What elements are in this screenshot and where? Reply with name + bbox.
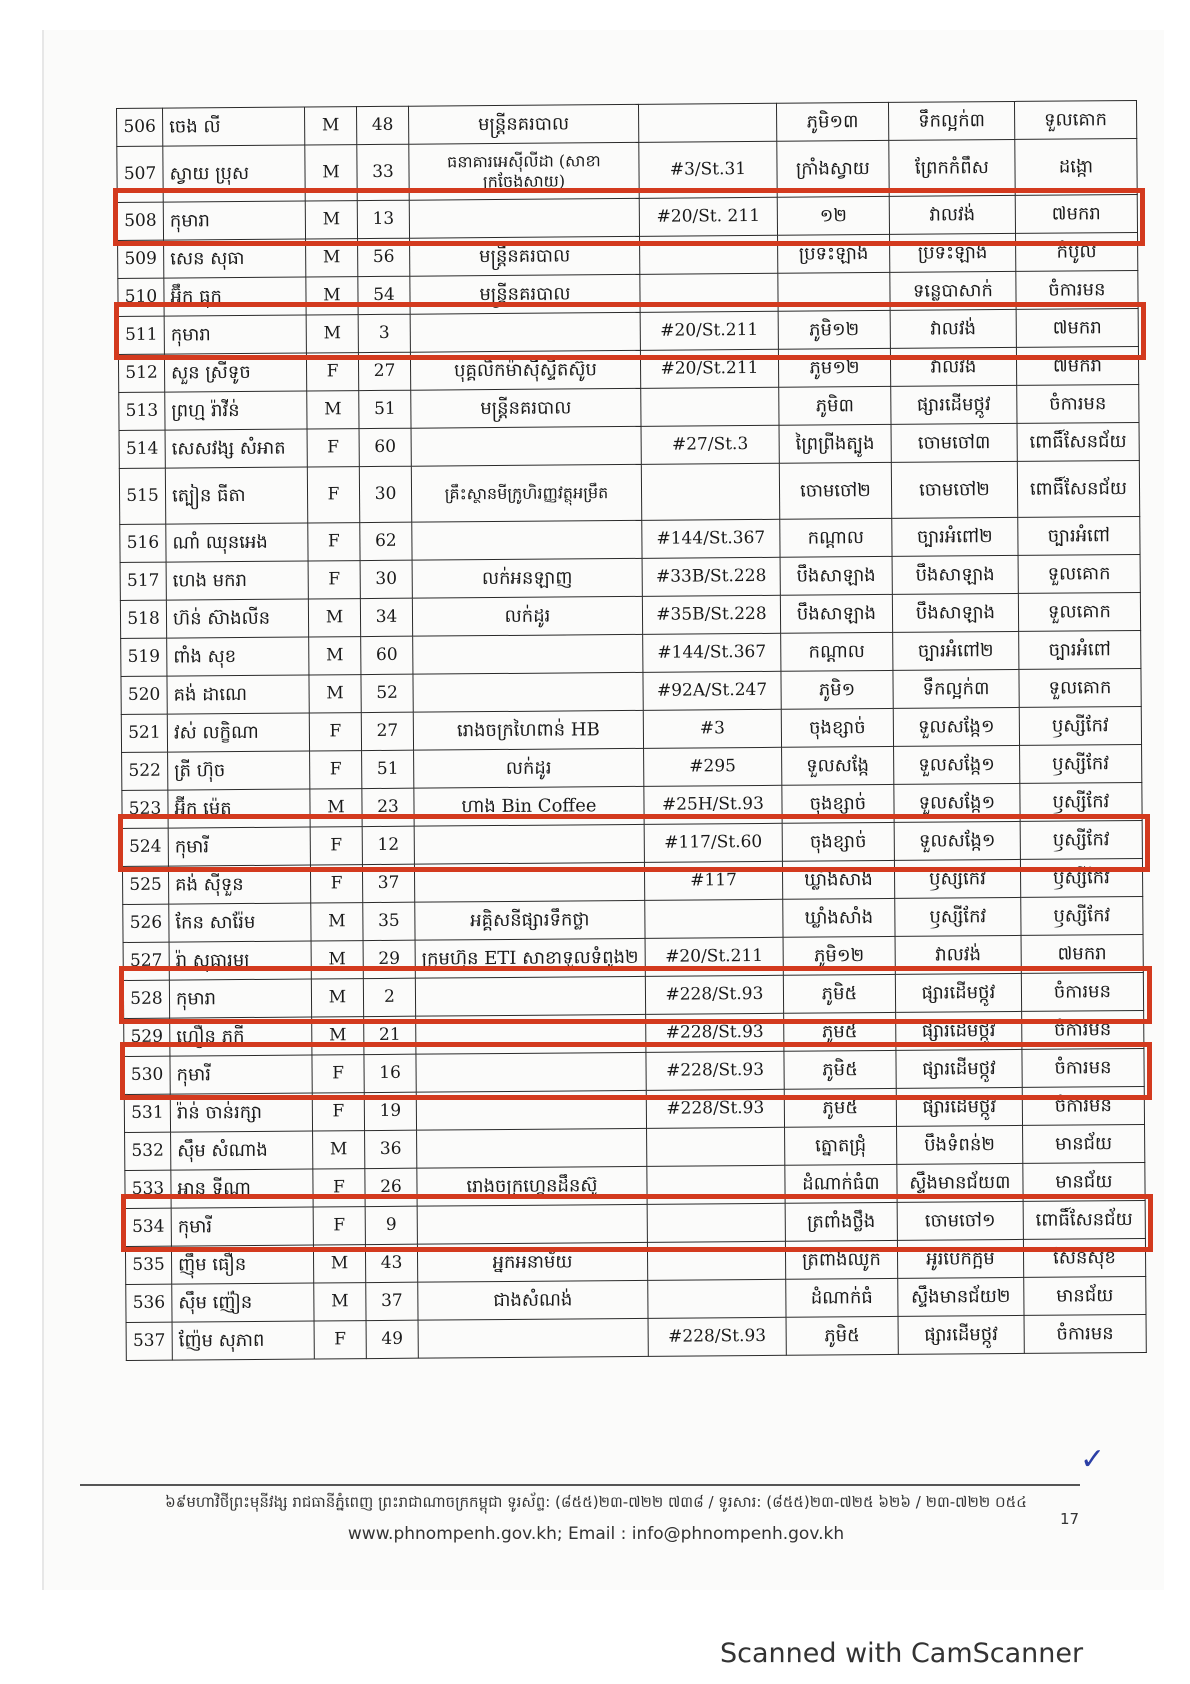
commune-cell: ទួលសង្កែ១	[893, 745, 1019, 784]
occupation-cell: ក្រុមហ៊ុន ETI សាខាទួលទំពូង២	[415, 938, 645, 978]
person-name-cell: គង់ ដាណេ	[167, 675, 309, 714]
row-number-cell: 511	[118, 316, 164, 354]
person-name-cell: ស៊ឹម សំណាង	[171, 1131, 313, 1170]
occupation-cell: លក់ដូរ	[412, 596, 642, 636]
occupation-cell	[418, 1318, 648, 1358]
row-number-cell: 529	[124, 1018, 170, 1056]
age-cell: 48	[356, 106, 408, 144]
row-number-cell: 522	[122, 752, 168, 790]
commune-cell: ចោមចៅ២	[891, 461, 1017, 518]
house-address-cell: #117/St.60	[644, 823, 782, 862]
village-cell: ភូមិ៥	[784, 1088, 896, 1127]
person-name-cell: ពាំង សុខ	[167, 637, 309, 676]
commune-cell: ស្ទឹងមានជ័យ៣	[897, 1163, 1023, 1202]
row-number-cell: 533	[125, 1170, 171, 1208]
village-cell: ត្នោតជ្រុំ	[784, 1126, 896, 1165]
district-cell: ឫស្សីកែវ	[1020, 858, 1142, 897]
village-cell: ភូមិ៥	[784, 1012, 896, 1051]
sex-cell: F	[307, 467, 359, 523]
village-cell: កណ្តាល	[781, 632, 893, 671]
occupation-cell: រោងចក្រហ្គេនដឹនស៊ូ	[417, 1166, 647, 1206]
village-cell: ភូមិ៥	[783, 974, 895, 1013]
district-cell: ៧មករា	[1015, 194, 1137, 233]
occupation-cell: គ្រឹះស្ថានមីក្រូហិរញ្ញវត្ថុអម្រឹត	[411, 464, 641, 522]
checkmark-icon: ✓	[1080, 1442, 1106, 1477]
person-name-cell: ត្បៀន ធីតា	[165, 467, 307, 524]
sex-cell: F	[308, 523, 360, 561]
person-name-cell: គង់ ស៊ីទួន	[168, 865, 310, 904]
age-cell: 21	[364, 1016, 416, 1054]
district-cell: ឫស្សីកែវ	[1020, 782, 1142, 821]
sex-cell: M	[310, 789, 362, 827]
person-name-cell: កុមារា	[163, 201, 305, 240]
commune-cell: ផ្សារដើមថ្កូវ	[898, 1315, 1024, 1354]
sex-cell: F	[314, 1321, 366, 1359]
sex-cell: M	[311, 979, 363, 1017]
age-cell: 35	[363, 902, 415, 940]
row-number-cell: 527	[123, 942, 169, 980]
house-address-cell: #144/St.367	[643, 633, 781, 672]
person-name-cell: អ៊ឹក ធុក	[164, 277, 306, 316]
district-cell: ពោធិ៍សែនជ័យ	[1023, 1200, 1145, 1239]
commune-cell: ទួលសង្កែ១	[894, 821, 1020, 860]
person-name-cell: សេសវង្ស សំអាត	[165, 429, 307, 468]
page-number: 17	[1060, 1510, 1080, 1528]
village-cell: ភូមិ៥	[786, 1316, 898, 1355]
commune-cell: អូរបែកក្អម	[897, 1239, 1023, 1278]
village-cell: ក្រាំងស្វាយ	[777, 140, 889, 197]
occupation-cell: ធនាគារអេស៊ីលីដា (សាខាក្រចែងសាយ)	[409, 142, 639, 200]
district-cell: ទួលគោក	[1014, 100, 1136, 139]
village-cell: ភូមិ១	[781, 670, 893, 709]
commune-cell: ផ្សារដើមថ្កូវ	[895, 973, 1021, 1012]
sex-cell: M	[309, 675, 361, 713]
district-cell: សែនសុខ	[1023, 1238, 1145, 1277]
house-address-cell	[638, 103, 776, 142]
row-number-cell: 535	[125, 1246, 171, 1284]
village-cell: ភូមិ១២	[783, 936, 895, 975]
district-cell: ៧មករា	[1016, 308, 1138, 347]
row-number-cell: 519	[121, 638, 167, 676]
commune-cell: វាលវង់	[890, 347, 1016, 386]
person-name-cell: កុមារី	[168, 827, 310, 866]
age-cell: 27	[361, 712, 413, 750]
age-cell: 30	[360, 560, 412, 598]
row-number-cell: 528	[123, 980, 169, 1018]
sex-cell: M	[305, 201, 357, 239]
district-cell: ចំការមន	[1022, 1048, 1144, 1087]
commune-cell: ស្ទឹងមានជ័យ២	[898, 1277, 1024, 1316]
age-cell: 37	[362, 864, 414, 902]
commune-cell: ទន្លេបាសាក់	[890, 271, 1016, 310]
age-cell: 9	[365, 1206, 417, 1244]
commune-cell: ច្បារអំពៅ២	[893, 631, 1019, 670]
highlight-box	[114, 302, 1146, 360]
row-number-cell: 520	[121, 676, 167, 714]
person-name-cell: សួន ស្រីទូច	[164, 353, 306, 392]
village-cell: ភូមិ៣	[779, 386, 891, 425]
age-cell: 62	[360, 522, 412, 560]
person-name-cell: ស៊ឹម ញ៉ៀន	[172, 1283, 314, 1322]
age-cell: 60	[359, 428, 411, 466]
district-cell: ដង្កោ	[1015, 138, 1137, 195]
district-cell: ចំការមន	[1022, 1086, 1144, 1125]
occupation-cell	[411, 426, 641, 466]
age-cell: 29	[363, 940, 415, 978]
age-cell: 56	[358, 238, 410, 276]
sex-cell: M	[308, 599, 360, 637]
person-name-cell: កុមារា	[169, 979, 311, 1018]
sex-cell: M	[306, 277, 358, 315]
occupation-cell	[412, 520, 642, 560]
table-row	[126, 1314, 1146, 1360]
age-cell: 52	[361, 674, 413, 712]
village-cell: ត្រពាំងថ្លឹង	[785, 1202, 897, 1241]
sex-cell: F	[312, 1055, 364, 1093]
commune-cell: វាលវង់	[889, 195, 1015, 234]
highlight-box	[121, 1194, 1153, 1252]
row-number-cell: 506	[117, 108, 163, 146]
row-number-cell: 526	[123, 904, 169, 942]
row-number-cell: 508	[117, 202, 163, 240]
house-address-cell: #35B/St.228	[642, 595, 780, 634]
house-address-cell	[641, 463, 779, 520]
sex-cell: M	[309, 637, 361, 675]
age-cell: 12	[362, 826, 414, 864]
district-cell: ចំការមន	[1022, 1010, 1144, 1049]
village-cell: បឹងសាឡាង	[780, 594, 892, 633]
age-cell: 3	[358, 314, 410, 352]
age-cell: 51	[362, 750, 414, 788]
occupation-cell: មន្ត្រីនគរបាល	[410, 274, 640, 314]
district-cell: ចំការមន	[1021, 972, 1143, 1011]
person-name-cell: វស់ លក្ខិណា	[167, 713, 309, 752]
age-cell: 43	[365, 1244, 417, 1282]
row-number-cell: 517	[120, 562, 166, 600]
commune-cell: ប្រទះឡាង	[889, 233, 1015, 272]
age-cell: 34	[360, 598, 412, 636]
sex-cell: F	[306, 353, 358, 391]
person-name-cell: ត្រី ហ៊ុច	[168, 751, 310, 790]
commune-cell: ផ្សារដើមថ្កូវ	[896, 1011, 1022, 1050]
village-cell: ភូមិ៥	[784, 1050, 896, 1089]
house-address-cell: #20/St.211	[645, 937, 783, 976]
age-cell: 51	[359, 390, 411, 428]
occupation-cell: អ្នកអនាម័យ	[417, 1242, 647, 1282]
district-cell: ពោធិ៍សែនជ័យ	[1017, 460, 1139, 517]
person-name-cell: កុមារា	[164, 315, 306, 354]
age-cell: 54	[358, 276, 410, 314]
sex-cell: F	[310, 827, 362, 865]
person-name-cell: អាន ទីណា	[171, 1169, 313, 1208]
sex-cell: M	[314, 1283, 366, 1321]
row-number-cell: 536	[126, 1284, 172, 1322]
commune-cell: ផ្សារដើមថ្កូវ	[896, 1087, 1022, 1126]
commune-cell: ឫស្សីកែវ	[895, 897, 1021, 936]
sex-cell: F	[310, 865, 362, 903]
row-number-cell: 509	[118, 240, 164, 278]
row-number-cell: 513	[119, 392, 165, 430]
footer-rule	[80, 1484, 1080, 1486]
occupation-cell: បុគ្គលិកម៉ាស៊ីស្ទីតស៊ូប	[410, 350, 640, 390]
sex-cell: F	[313, 1207, 365, 1245]
sex-cell: M	[313, 1131, 365, 1169]
district-cell: ចំការមន	[1024, 1314, 1146, 1353]
sex-cell: M	[305, 145, 357, 201]
camscanner-watermark: Scanned with CamScanner	[720, 1638, 1084, 1669]
house-address-cell	[645, 899, 783, 938]
person-name-cell: រ៉ា សុធារម្យ	[169, 941, 311, 980]
age-cell: 27	[358, 352, 410, 390]
village-cell: ចុងខ្សាច់	[782, 822, 894, 861]
house-address-cell: #20/St. 211	[639, 197, 777, 236]
village-cell: បឹងសាឡាង	[780, 556, 892, 595]
commune-cell: ឫស្សីកែវ	[894, 859, 1020, 898]
row-number-cell: 531	[124, 1094, 170, 1132]
sex-cell: M	[306, 239, 358, 277]
house-address-cell: #144/St.367	[642, 519, 780, 558]
age-cell: 19	[364, 1092, 416, 1130]
district-cell: ឫស្សីកែវ	[1021, 896, 1143, 935]
age-cell: 26	[365, 1168, 417, 1206]
district-cell: ទួលគោក	[1018, 554, 1140, 593]
person-name-cell: រ៉ាន់ ចាន់រក្សា	[170, 1093, 312, 1132]
occupation-cell: ជាងសំណង់	[418, 1280, 648, 1320]
district-cell: ច្បារអំពៅ	[1018, 516, 1140, 555]
row-number-cell: 534	[125, 1208, 171, 1246]
commune-cell: វាលវង់	[895, 935, 1021, 974]
occupation-cell: អគ្គិសនីផ្សារទឹកថ្លា	[415, 900, 645, 940]
highlight-box	[119, 966, 1151, 1024]
sex-cell: F	[307, 429, 359, 467]
row-number-cell: 518	[120, 600, 166, 638]
district-cell: ចំការមន	[1017, 384, 1139, 423]
sex-cell: F	[312, 1093, 364, 1131]
house-address-cell	[641, 387, 779, 426]
table-row	[119, 460, 1139, 524]
village-cell: ភូមិ១២	[778, 348, 890, 387]
house-address-cell: #20/St.211	[640, 349, 778, 388]
row-number-cell: 514	[119, 430, 165, 468]
commune-cell: ផ្សារដើមថ្កូវ	[896, 1049, 1022, 1088]
village-cell: ប្រទះឡាង	[777, 234, 889, 273]
person-name-cell: អ៊ីក ម៉េត	[168, 789, 310, 828]
village-cell: កណ្តាល	[780, 518, 892, 557]
village-cell: ព្រៃព្រីងត្បូង	[779, 424, 891, 463]
person-name-cell: ញ៉ែម សុភាព	[172, 1321, 314, 1360]
scanned-page	[42, 30, 1164, 1590]
row-number-cell: 530	[124, 1056, 170, 1094]
house-address-cell: #228/St.93	[646, 1013, 784, 1052]
house-address-cell: #228/St.93	[646, 1089, 784, 1128]
age-cell: 36	[365, 1130, 417, 1168]
person-name-cell: ចេង លី	[163, 107, 305, 146]
occupation-cell: មន្ត្រីនគរបាល	[410, 236, 640, 276]
person-name-cell: កែន សារ៉ែម	[169, 903, 311, 942]
occupation-cell: រោងចក្រហៃពាន់ HB	[413, 710, 643, 750]
village-cell: ឃ្លាំងសាំង	[782, 860, 894, 899]
house-address-cell: #228/St.93	[645, 975, 783, 1014]
sex-cell: F	[309, 713, 361, 751]
district-cell: ឫស្សីកែវ	[1019, 706, 1141, 745]
person-name-cell: ហ៊ន់ ស៊ាងលីន	[166, 599, 308, 638]
sex-cell: F	[310, 751, 362, 789]
person-name-cell: ហឿន ភក្តី	[170, 1017, 312, 1056]
commune-cell: ចោមចៅ៣	[891, 423, 1017, 462]
village-cell: ភូមិ១២	[778, 310, 890, 349]
village-cell: ត្រពាំងឈូក	[785, 1240, 897, 1279]
commune-cell: ផ្សារដើមថ្កូវ	[891, 385, 1017, 424]
occupation-cell: មន្ត្រីនគរបាល	[408, 104, 638, 144]
village-cell: ដំណាក់ធំ	[786, 1278, 898, 1317]
commune-cell: វាលវង់	[890, 309, 1016, 348]
commune-cell: ទួលសង្កែ១	[893, 707, 1019, 746]
occupation-cell: លក់ដូរ	[414, 748, 644, 788]
district-cell: ឫស្សីកែវ	[1019, 744, 1141, 783]
age-cell: 2	[363, 978, 415, 1016]
occupation-cell	[413, 634, 643, 674]
commune-cell: ច្បារអំពៅ២	[892, 517, 1018, 556]
age-cell: 30	[359, 466, 411, 522]
sex-cell: M	[304, 107, 356, 145]
row-number-cell: 516	[120, 524, 166, 562]
commune-cell: ទឹកល្អក់៣	[888, 101, 1014, 140]
village-cell: ទួលសង្កែ	[781, 746, 893, 785]
row-number-cell: 523	[122, 790, 168, 828]
occupation-cell: ហាង Bin Coffee	[414, 786, 644, 826]
district-cell: ៧មករា	[1021, 934, 1143, 973]
commune-cell: បឹងសាឡាង	[892, 555, 1018, 594]
row-number-cell: 524	[122, 828, 168, 866]
house-address-cell	[646, 1127, 784, 1166]
age-cell: 60	[361, 636, 413, 674]
occupation-cell: មន្ត្រីនគរបាល	[411, 388, 641, 428]
house-address-cell: #92A/St.247	[643, 671, 781, 710]
village-cell: ចុងខ្សាច់	[781, 708, 893, 747]
table-body	[117, 100, 1147, 1360]
village-cell: ចោមចៅ២	[779, 462, 891, 519]
sex-cell: M	[307, 391, 359, 429]
person-name-cell: សេន សុធា	[164, 239, 306, 278]
footer-web-email: www.phnompenh.gov.kh; Email : info@phnompenh.gov.kh	[347, 1524, 845, 1544]
person-name-cell: កុមារី	[171, 1207, 313, 1246]
village-cell: ១២	[777, 196, 889, 235]
age-cell: 16	[364, 1054, 416, 1092]
row-number-cell: 507	[117, 146, 163, 202]
row-number-cell: 532	[125, 1132, 171, 1170]
age-cell: 37	[366, 1282, 418, 1320]
highlight-box	[120, 1042, 1152, 1100]
commune-cell: ទួលសង្កែ១	[894, 783, 1020, 822]
age-cell: 23	[362, 788, 414, 826]
village-cell: ចុងខ្សាច់	[782, 784, 894, 823]
house-address-cell	[648, 1279, 786, 1318]
person-name-cell: ហេង មករា	[166, 561, 308, 600]
person-name-cell: ញ៉ឹម ធឿន	[171, 1245, 313, 1284]
village-cell: ឃ្លាំងសាំង	[783, 898, 895, 937]
village-cell: ភូមិ១៣	[776, 102, 888, 141]
commune-cell: បឹងទំពន់២	[896, 1125, 1022, 1164]
commune-cell: ចោមចៅ១	[897, 1201, 1023, 1240]
row-number-cell: 525	[122, 866, 168, 904]
district-cell: កំបូល	[1015, 232, 1137, 271]
sex-cell: M	[311, 903, 363, 941]
house-address-cell: #117	[644, 861, 782, 900]
person-name-cell: ស្វាយ ប្រុស	[163, 145, 305, 202]
sex-cell: M	[312, 1017, 364, 1055]
case-table	[116, 100, 1147, 1361]
house-address-cell: #25H/St.93	[644, 785, 782, 824]
sex-cell: F	[308, 561, 360, 599]
sex-cell: F	[313, 1169, 365, 1207]
row-number-cell: 510	[118, 278, 164, 316]
house-address-cell: #33B/St.228	[642, 557, 780, 596]
commune-cell: បឹងសាឡាង	[892, 593, 1018, 632]
district-cell: មានជ័យ	[1022, 1124, 1144, 1163]
district-cell: ចំការមន	[1016, 270, 1138, 309]
commune-cell: ទឹកល្អក់៣	[893, 669, 1019, 708]
occupation-cell: លក់អនឡាញ	[412, 558, 642, 598]
district-cell: ទួលគោក	[1019, 668, 1141, 707]
occupation-cell	[413, 672, 643, 712]
house-address-cell: #3/St.31	[639, 141, 777, 198]
house-address-cell: #20/St.211	[640, 311, 778, 350]
village-cell: ដំណាក់ធំ៣	[785, 1164, 897, 1203]
commune-cell: ព្រែកកំពឹស	[889, 139, 1015, 196]
district-cell: មានជ័យ	[1024, 1276, 1146, 1315]
house-address-cell: #27/St.3	[641, 425, 779, 464]
age-cell: 33	[357, 144, 409, 200]
district-cell: ច្បារអំពៅ	[1019, 630, 1141, 669]
house-address-cell: #228/St.93	[646, 1051, 784, 1090]
row-number-cell: 515	[119, 468, 165, 524]
sex-cell: M	[313, 1245, 365, 1283]
row-number-cell: 512	[118, 354, 164, 392]
district-cell: ទួលគោក	[1018, 592, 1140, 631]
age-cell: 13	[357, 200, 409, 238]
district-cell: ឫស្សីកែវ	[1020, 820, 1142, 859]
house-address-cell: #295	[643, 747, 781, 786]
district-cell: ៧មករា	[1016, 346, 1138, 385]
house-address-cell: #228/St.93	[648, 1317, 786, 1356]
sex-cell: M	[306, 315, 358, 353]
row-number-cell: 537	[126, 1322, 172, 1360]
highlight-box	[118, 814, 1150, 872]
person-name-cell: ព្រហ្ម រ៉ាវីន់	[165, 391, 307, 430]
sex-cell: M	[311, 941, 363, 979]
person-name-cell: កុមារី	[170, 1055, 312, 1094]
footer-address: ៦៩មហាវិថីព្រះមុនីវង្ស រាជធានីភ្នំពេញ ព្រះរាជាណាចក្រកម្ពុជា ទូរស័ព្ទ: (៨៥៥)២៣-៧២២ ៧៣៨ / ទូរសារ: (៨៥៥)២៣-៧២៥ ៦២៦ / ២៣-៧២២ ០៥៤	[165, 1493, 1027, 1511]
person-name-cell: ណាំ ឈុនអេង	[166, 523, 308, 562]
occupation-cell	[417, 1128, 647, 1168]
age-cell: 49	[366, 1320, 418, 1358]
district-cell: មានជ័យ	[1023, 1162, 1145, 1201]
house-address-cell: #3	[643, 709, 781, 748]
district-cell: ពោធិ៍សែនជ័យ	[1017, 422, 1139, 461]
highlight-box	[113, 188, 1145, 246]
row-number-cell: 521	[121, 714, 167, 752]
